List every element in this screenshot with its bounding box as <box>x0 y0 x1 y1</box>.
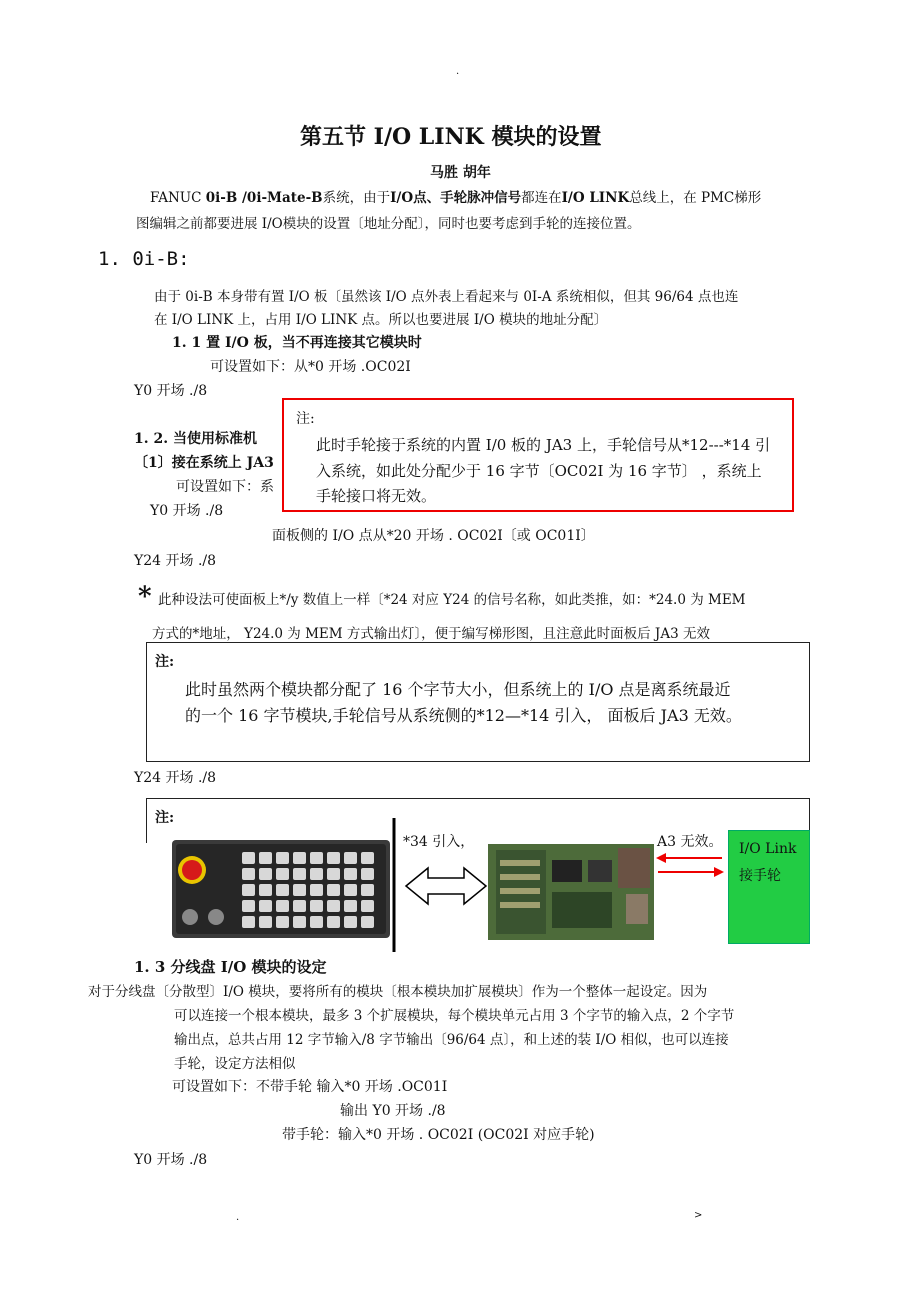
intro-f: I/O LINK <box>561 190 630 206</box>
star-para-2: 方式的*地址， Y24.0 为 MEM 方式输出灯〕，便于编写梯形图，且注意此时面板后 JA3 无效 <box>152 626 710 642</box>
panel-key <box>327 852 340 864</box>
panel-key <box>242 884 255 896</box>
note-line-1: 此时手轮接于系统的内置 I/0 板的 JA3 上，手轮信号从*12---*14 引 <box>316 436 771 454</box>
intro-line-1 <box>150 186 761 206</box>
panel-key <box>344 884 357 896</box>
panel-key <box>344 868 357 880</box>
note2-line-1: 此时虽然两个模块都分配了 16 个字节大小，但系统上的 I/O 点是离系统最近 <box>185 680 731 699</box>
star-mark: * <box>138 582 152 612</box>
panel-key <box>361 900 374 912</box>
para-1-3-1: 对于分线盘〔分散型〕I/O 模块，要将所有的模块〔根本模块加扩展模块〕作为一个整体一起设定。因为 <box>88 984 708 1000</box>
note2-label: 注: <box>155 654 175 670</box>
subsection-1-2-1: 〔1〕接在系统上 JA3 <box>134 455 274 471</box>
y0-line-3: Y0 开场 ./8 <box>134 1152 208 1168</box>
page-title: 第五节 I/O LINK 模块的设置 <box>300 124 602 150</box>
setting-1-1: 可设置如下：从*0 开场 .OC02I <box>210 359 411 375</box>
note3-label: 注: <box>155 810 175 826</box>
y0-line-1: Y0 开场 ./8 <box>134 383 208 399</box>
authors: 马胜 胡年 <box>430 165 491 181</box>
panel-key <box>293 868 306 880</box>
double-arrow-icon <box>392 818 492 954</box>
y24-line-2: Y24 开场 ./8 <box>134 770 217 786</box>
panel-key <box>293 916 306 928</box>
footer-dot: . <box>236 1212 240 1223</box>
setting-1-3-2: 输出 Y0 开场 ./8 <box>340 1103 446 1119</box>
star-para-1: 此种设法可使面板上*/y 数值上一样〔*24 对应 Y24 的信号名称，如此类推，如：*24.0 为 MEM <box>158 592 746 608</box>
setting-1-3-1: 可设置如下：不带手轮 输入*0 开场 .OC01I <box>172 1079 448 1095</box>
panel-key <box>327 900 340 912</box>
panel-key <box>293 884 306 896</box>
intro-d: I/O点、手轮脉冲信号 <box>390 190 522 206</box>
note3-frag-2: A3 无效。 <box>657 834 723 850</box>
panel-key <box>276 916 289 928</box>
panel-key <box>293 900 306 912</box>
panel-key <box>327 884 340 896</box>
footer-arrow: > <box>694 1210 703 1221</box>
note-label: 注: <box>296 411 315 427</box>
red-arrows-icon <box>654 848 730 882</box>
io-board-image <box>488 830 654 942</box>
note-box-2 <box>146 642 810 762</box>
para-2: 在 I/O LINK 上，占用 I/O LINK 点。所以也要进展 I/O 模块的地址分配〕 <box>154 312 608 328</box>
subsection-1-1: 1. 1 置 I/O 板，当不再连接其它模块时 <box>172 335 422 351</box>
handwheel-label: 接手轮 <box>739 868 781 884</box>
io-link-handwheel-box <box>728 830 810 944</box>
subsection-1-2: 1. 2. 当使用标准机 <box>134 431 257 447</box>
note-red-box <box>282 398 794 512</box>
panel-key <box>259 900 272 912</box>
note2-line-2: 的一个 16 字节模块,手轮信号从系统侧的*12—*14 引入， 面板后 JA3 无效。 <box>185 706 742 725</box>
y0-line-2: Y0 开场 ./8 <box>150 503 224 519</box>
subsection-1-3: 1. 3 分线盘 I/O 模块的设定 <box>134 958 327 976</box>
panel-key <box>344 916 357 928</box>
panel-io-line: 面板侧的 I/O 点从*20 开场 . OC02I〔或 OC01I〕 <box>272 528 595 544</box>
panel-key <box>310 852 323 864</box>
panel-key <box>361 916 374 928</box>
io-link-label: I/O Link <box>739 841 797 857</box>
intro-e: 都连在 <box>521 190 562 206</box>
intro-b: 0i-B /0i-Mate-B <box>205 190 323 206</box>
panel-key <box>259 852 272 864</box>
y24-line-1: Y24 开场 ./8 <box>134 553 217 569</box>
panel-key <box>344 852 357 864</box>
panel-key <box>310 884 323 896</box>
panel-key <box>242 852 255 864</box>
intro-g: 总线上，在 PMC梯形 <box>629 190 762 206</box>
intro-a: FANUC <box>150 190 206 206</box>
panel-key <box>276 868 289 880</box>
panel-key <box>361 868 374 880</box>
panel-key <box>361 852 374 864</box>
panel-key <box>310 868 323 880</box>
setting-1-3-3: 带手轮：输入*0 开场 . OC02I (OC02I 对应手轮) <box>282 1127 595 1143</box>
note-line-2: 入系统，如此处分配少于 16 字节〔OC02I 为 16 字节〕 ，系统上 <box>316 462 762 480</box>
para-1: 由于 0i-B 本身带有置 I/O 板〔虽然该 I/O 点外表上看起来与 0I-A 系统相似，但其 96/64 点也连 <box>154 289 739 305</box>
operator-panel-image <box>172 840 390 938</box>
panel-key <box>344 900 357 912</box>
panel-key <box>259 916 272 928</box>
header-dot: . <box>456 66 460 77</box>
panel-key <box>276 900 289 912</box>
panel-key <box>259 868 272 880</box>
panel-key <box>327 868 340 880</box>
panel-key <box>242 916 255 928</box>
setting-1-2: 可设置如下：系 <box>176 479 274 495</box>
para-1-3-2: 可以连接一个根本模块，最多 3 个扩展模块，每个模块单元占用 3 个字节的输入点，2 个字节 <box>174 1008 735 1024</box>
panel-key <box>242 868 255 880</box>
intro-c: 系统，由于 <box>322 190 391 206</box>
section-heading: 1. 0i-B: <box>98 248 190 270</box>
panel-key <box>361 884 374 896</box>
note3-frag-1: *34 引入， <box>403 834 475 850</box>
panel-key <box>276 884 289 896</box>
para-1-3-4: 手轮，设定方法相似 <box>174 1056 296 1072</box>
panel-key <box>242 900 255 912</box>
panel-key <box>310 900 323 912</box>
intro-line-2: 图编辑之前都要进展 I/O模块的设置〔地址分配〕，同时也要考虑到手轮的连接位置。 <box>136 216 641 232</box>
panel-key <box>276 852 289 864</box>
panel-key <box>327 916 340 928</box>
note-line-3: 手轮接口将无效。 <box>316 487 437 505</box>
panel-key <box>310 916 323 928</box>
para-1-3-3: 输出点，总共占用 12 字节输入/8 字节输出〔96/64 点〕，和上述的装 I/O 相似，也可以连接 <box>174 1032 729 1048</box>
panel-key <box>259 884 272 896</box>
panel-key <box>293 852 306 864</box>
